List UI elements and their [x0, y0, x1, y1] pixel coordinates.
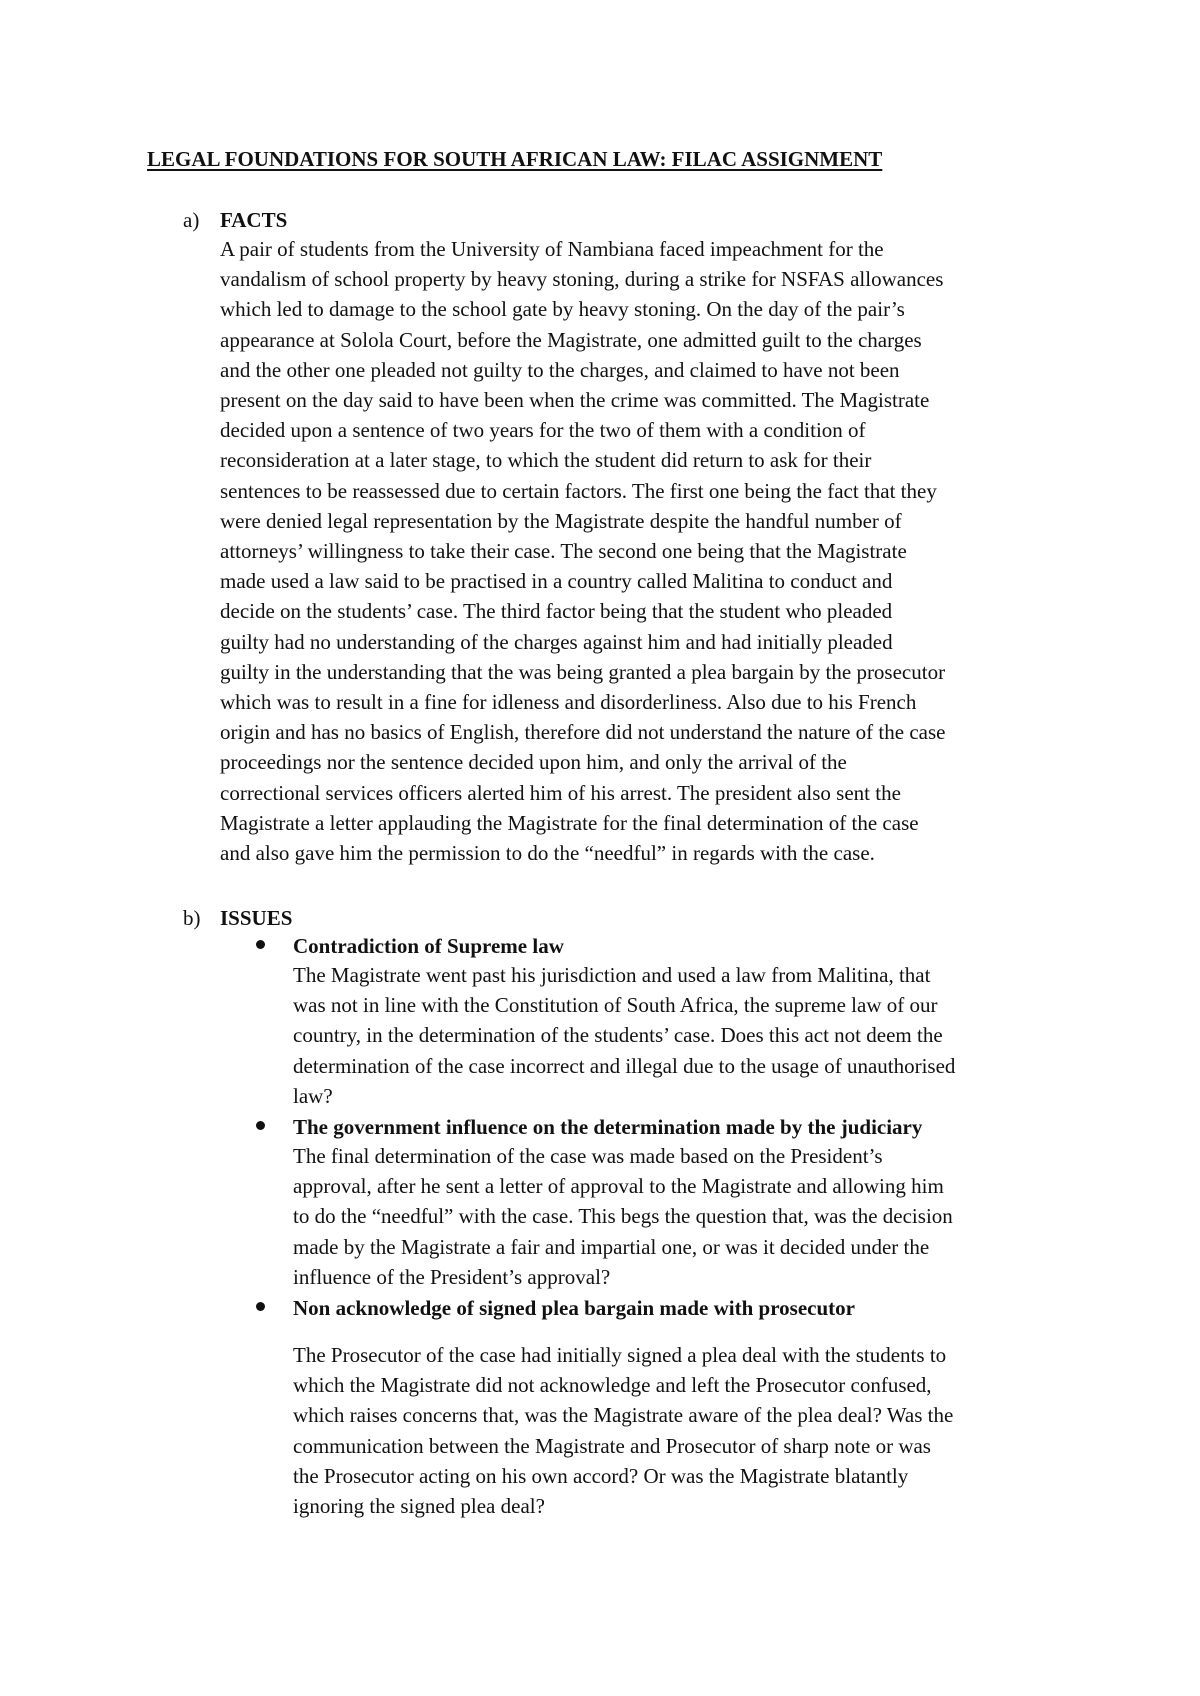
issue-heading-plea-bargain: Non acknowledge of signed plea bargain made with prosecutor [293, 1296, 855, 1320]
facts-heading: FACTS [220, 208, 288, 232]
paragraph-line: The Prosecutor of the case had initially signed a plea deal with the students to [293, 1343, 947, 1367]
paragraph-line: made by the Magistrate a fair and impartial one, or was it decided under the [293, 1234, 930, 1259]
bullet-icon [256, 1302, 265, 1311]
issues-marker: b) [183, 906, 201, 930]
issue-paragraph-supreme-law [293, 960, 955, 1111]
issue-heading-government-influence: The government influence on the determination made by the judiciary [293, 1115, 923, 1139]
paragraph-line: country, in the determination of the students’ case. Does this act not deem the [293, 1023, 943, 1048]
paragraph-line: guilty in the understanding that the was being granted a plea bargain by the prosecutor [220, 659, 946, 684]
issue-heading-supreme-law: Contradiction of Supreme law [293, 934, 564, 958]
paragraph-line: which raises concerns that, was the Magistrate aware of the plea deal? Was the [293, 1403, 954, 1428]
facts-paragraph [220, 234, 945, 868]
paragraph-line: were denied legal representation by the Magistrate despite the handful number of [220, 508, 902, 533]
paragraph-line: law? [293, 1083, 333, 1108]
paragraph-line: was not in line with the Constitution of South Africa, the supreme law of our [293, 993, 938, 1018]
paragraph-line: guilty had no understanding of the charges against him and had initially pleaded [220, 629, 893, 654]
facts-marker: a) [183, 208, 200, 232]
paragraph-line: and the other one pleaded not guilty to the charges, and claimed to have not been [220, 357, 900, 382]
paragraph-line: vandalism of school property by heavy stoning, during a strike for NSFAS allowances [220, 267, 944, 292]
issue-paragraph-government-influence [293, 1141, 953, 1292]
paragraph-line: attorneys’ willingness to take their case. The second one being that the Magistrate [220, 539, 907, 564]
paragraph-line: ignoring the signed plea deal? [293, 1494, 545, 1519]
paragraph-line: Magistrate a letter applauding the Magistrate for the final determination of the case [220, 810, 919, 835]
paragraph-line: which the Magistrate did not acknowledge and left the Prosecutor confused, [293, 1373, 932, 1398]
paragraph-line: A pair of students from the University of Nambiana faced impeachment for the [220, 237, 884, 261]
paragraph-line: correctional services officers alerted him of his arrest. The president also sent the [220, 780, 901, 805]
paragraph-line: which led to damage to the school gate by heavy stoning. On the day of the pair’s [220, 297, 905, 322]
issue-paragraph-plea-bargain [293, 1340, 953, 1521]
paragraph-line: the Prosecutor acting on his own accord? Or was the Magistrate blatantly [293, 1463, 909, 1488]
document-title: LEGAL FOUNDATIONS FOR SOUTH AFRICAN LAW: FILAC ASSIGNMENT [147, 147, 883, 171]
paragraph-line: communication between the Magistrate and Prosecutor of sharp note or was [293, 1433, 931, 1458]
paragraph-line: decided upon a sentence of two years for the two of them with a condition of [220, 418, 866, 443]
paragraph-line: The Magistrate went past his jurisdiction and used a law from Malitina, that [293, 963, 931, 987]
paragraph-line: present on the day said to have been when the crime was committed. The Magistrate [220, 388, 930, 413]
paragraph-line: and also gave him the permission to do the “needful” in regards with the case. [220, 841, 875, 866]
paragraph-line: origin and has no basics of English, therefore did not understand the nature of the case [220, 720, 946, 745]
bullet-icon [256, 940, 265, 949]
issues-heading: ISSUES [220, 906, 293, 930]
bullet-icon [256, 1121, 265, 1130]
paragraph-line: decide on the students’ case. The third factor being that the student who pleaded [220, 599, 893, 624]
paragraph-line: proceedings nor the sentence decided upon him, and only the arrival of the [220, 750, 847, 775]
paragraph-line: appearance at Solola Court, before the Magistrate, one admitted guilt to the charges [220, 327, 922, 352]
paragraph-line: sentences to be reassessed due to certain factors. The first one being the fact that they [220, 478, 937, 503]
paragraph-line: influence of the President’s approval? [293, 1264, 611, 1289]
paragraph-line: approval, after he sent a letter of approval to the Magistrate and allowing him [293, 1174, 944, 1199]
paragraph-line: reconsideration at a later stage, to which the student did return to ask for their [220, 448, 872, 473]
paragraph-line: which was to result in a fine for idleness and disorderliness. Also due to his French [220, 690, 917, 715]
paragraph-line: to do the “needful” with the case. This begs the question that, was the decision [293, 1204, 953, 1229]
paragraph-line: made used a law said to be practised in a country called Malitina to conduct and [220, 569, 893, 594]
paragraph-line: determination of the case incorrect and illegal due to the usage of unauthorised [293, 1053, 956, 1078]
paragraph-line: The final determination of the case was made based on the President’s [293, 1144, 883, 1168]
